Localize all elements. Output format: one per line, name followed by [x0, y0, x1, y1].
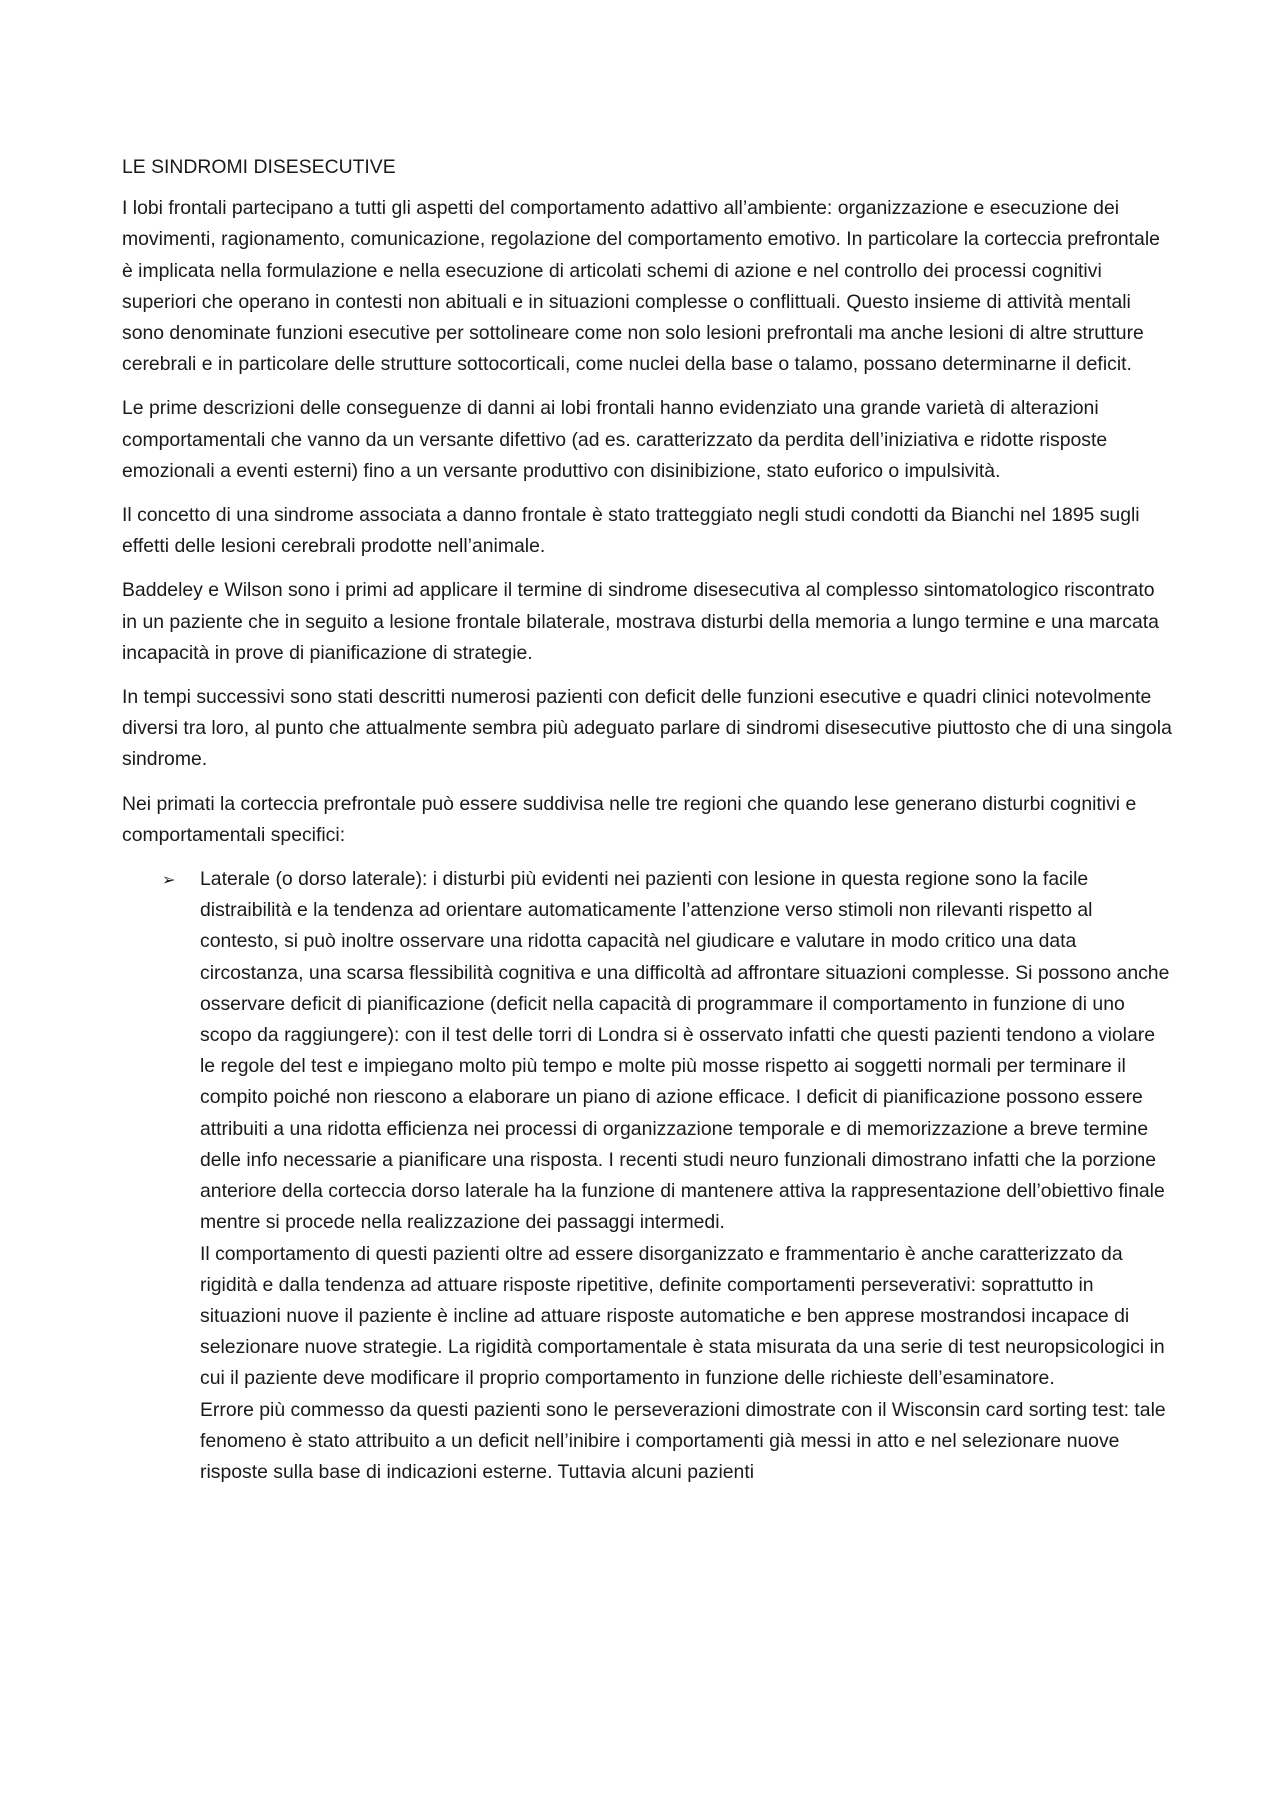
bullet-paragraph-behavior: Il comportamento di questi pazienti oltre ad essere disorganizzato e frammentario è anche caratterizzato da rigidità e dalla tendenza ad attuare risposte ripetitive, definite comportamenti perseverativi: soprattutto in situazioni nuove il paziente è incline ad attuare risposte automatiche e ben apprese mostrandosi incapace di selezionare nuove strategie. La rigidità comportamentale è stata misurata da una serie di test neuropsicologici in cui il paziente deve modificare il proprio comportamento in funzione delle richieste dell’esaminatore.: [200, 1242, 1165, 1390]
paragraph-bianchi: Il concetto di una sindrome associata a danno frontale è stato tratteggiato negli studi condotti da Bianchi nel 1895 sugli effetti delle lesioni cerebrali prodotte nell’animale.: [122, 504, 1140, 558]
paragraph-first-descriptions: Le prime descrizioni delle conseguenze di danni ai lobi frontali hanno evidenziato una grande varietà di alterazioni comportamentali che vanno da un versante difettivo (ad es. caratterizzato da perdita dell’iniziativa e ridotte risposte emozionali a eventi esterni) fino a un versante produttivo con disinibizione, stato euforico o impulsività.: [122, 397, 1108, 482]
bullet-list: [122, 864, 1174, 1488]
document-page: [122, 152, 1174, 1488]
paragraph-frontal-lobes: I lobi frontali partecipano a tutti gli aspetti del comportamento adattivo all’ambiente: organizzazione e esecuzione dei movimenti, ragionamento, comunicazione, regolazione del comportamento emotivo. In particolare la corteccia prefrontale è implicata nella formulazione e nella esecuzione di articolati schemi di azione e nel controllo dei processi cognitivi superiori che operano in contesti non abituali e in situazioni complesse o conflittuali. Questo insieme di attività mentali sono denominate funzioni esecutive per sottolineare come non solo lesioni prefrontali ma anche lesioni di altre strutture cerebrali e in particolare delle strutture sottocorticali, come nuclei della base o talamo, possano determinarne il deficit.: [122, 197, 1160, 376]
paragraph-primates: Nei primati la corteccia prefrontale può essere suddivisa nelle tre regioni che quando lese generano disturbi cognitivi e comportamentali specifici:: [122, 792, 1137, 846]
bullet-paragraph-errors: Errore più commesso da questi pazienti sono le perseverazioni dimostrate con il Wisconsin card sorting test: tale fenomeno è stato attribuito a un deficit nell’inibire i comportamenti già messi in atto e nel selezionare nuove risposte sulla base di indicazioni esterne. Tuttavia alcuni pazienti: [200, 1398, 1166, 1483]
paragraph-later-times: In tempi successivi sono stati descritti numerosi pazienti con deficit delle funzioni esecutive e quadri clinici notevolmente diversi tra loro, al punto che attualmente sembra più adeguato parlare di sindromi disesecutive piuttosto che di una singola sindrome.: [122, 686, 1172, 771]
paragraph-baddeley-wilson: Baddeley e Wilson sono i primi ad applicare il termine di sindrome disesecutiva al complesso sintomatologico riscontrato in un paziente che in seguito a lesione frontale bilaterale, mostrava disturbi della memoria a lungo termine e una marcata incapacità in prove di pianificazione di strategie.: [122, 579, 1159, 664]
document-title: LE SINDROMI DISESECUTIVE: [122, 156, 396, 178]
arrow-bullet-icon: ➢: [162, 870, 176, 890]
list-item: [122, 864, 1174, 1488]
bullet-paragraph-lateral: Laterale (o dorso laterale): i disturbi più evidenti nei pazienti con lesione in questa regione sono la facile distraibilità e la tendenza ad orientare automaticamente l’attenzione verso stimoli non rilevanti rispetto al contesto, si può inoltre osservare una ridotta capacità nel giudicare e valutare in modo critico una data circostanza, una scarsa flessibilità cognitiva e una difficoltà ad affrontare situazioni complesse. Si possono anche osservare deficit di pianificazione (deficit nella capacità di programmare il comportamento in funzione di uno scopo da raggiungere): con il test delle torri di Londra si è osservato infatti che questi pazienti tendono a violare le regole del test e impiegano molto più tempo e molte più mosse rispetto ai soggetti normali per terminare il compito poiché non riescono a elaborare un piano di azione efficace. I deficit di pianificazione possono essere attribuiti a una ridotta efficienza nei processi di organizzazione temporale e di memorizzazione a breve termine delle info necessarie a pianificare una risposta. I recenti studi neuro funzionali dimostrano infatti che la porzione anteriore della corteccia dorso laterale ha la funzione di mantenere attiva la rappresentazione dell’obiettivo finale mentre si procede nella realizzazione dei passaggi intermedi.: [200, 868, 1170, 1234]
